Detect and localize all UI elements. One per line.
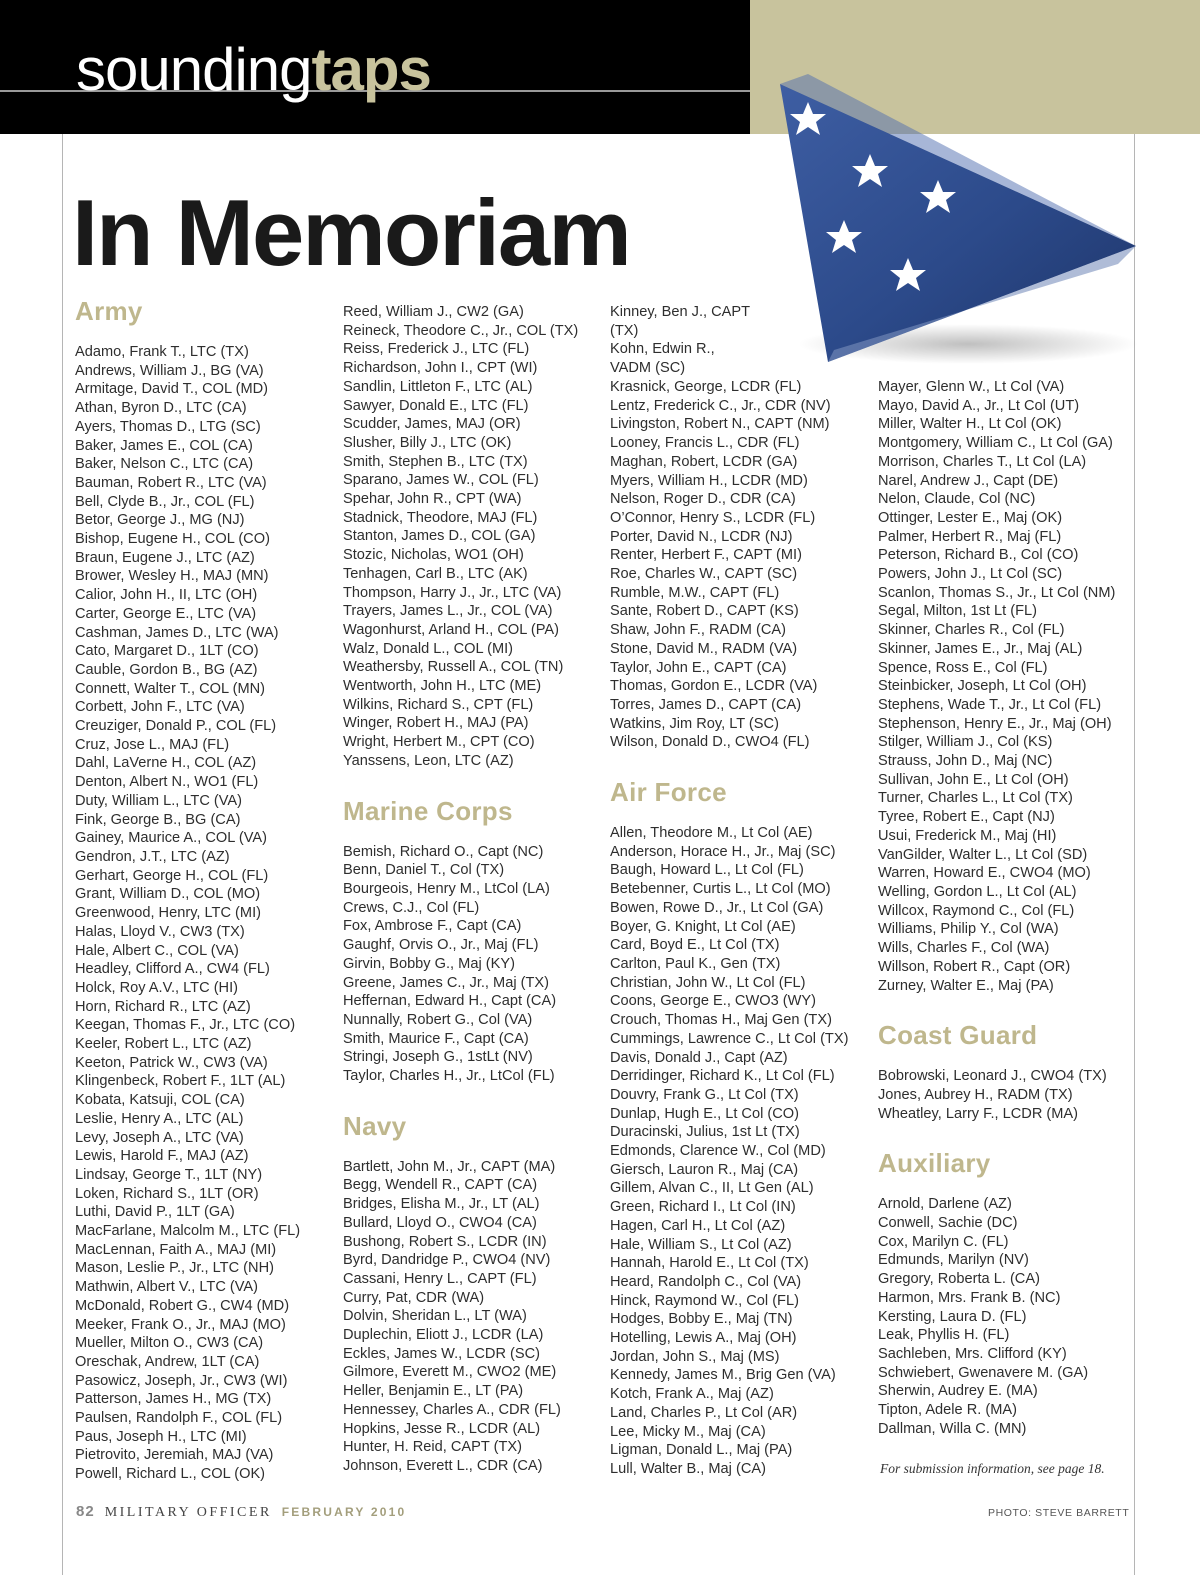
memorial-entry: Skinner, James E., Jr., Maj (AL) bbox=[878, 640, 1083, 657]
memorial-entry: VanGilder, Walter L., Lt Col (SD) bbox=[878, 846, 1088, 863]
memorial-entry: Connett, Walter T., COL (MN) bbox=[75, 680, 266, 697]
memorial-entry: O’Connor, Henry S., LCDR (FL) bbox=[610, 509, 816, 526]
memorial-entry: Coons, George E., CWO3 (WY) bbox=[610, 993, 816, 1010]
memorial-entry: Johnson, Everett L., CDR (CA) bbox=[343, 1457, 543, 1474]
memorial-entry: Denton, Albert N., WO1 (FL) bbox=[75, 774, 259, 791]
memorial-entry: Cato, Margaret D., 1LT (CO) bbox=[75, 643, 259, 660]
memorial-entry: Winger, Robert H., MAJ (PA) bbox=[343, 715, 529, 732]
memorial-entry: Davis, Donald J., Capt (AZ) bbox=[610, 1049, 788, 1066]
marine-corps-list bbox=[343, 843, 601, 1086]
memorial-entry: Edmonds, Clarence W., Col (MD) bbox=[610, 1143, 826, 1160]
memorial-entry: Stringi, Joseph G., 1stLt (NV) bbox=[343, 1049, 533, 1066]
memorial-entry: Gilmore, Everett M., CWO2 (ME) bbox=[343, 1364, 557, 1381]
memorial-entry: Wentworth, John H., LTC (ME) bbox=[343, 678, 542, 695]
memorial-entry: Bartlett, John M., Jr., CAPT (MA) bbox=[343, 1158, 556, 1175]
memorial-entry: Scudder, James, MAJ (OR) bbox=[343, 416, 521, 433]
memorial-entry: Allen, Theodore M., Lt Col (AE) bbox=[610, 825, 813, 842]
memorial-entry: Horn, Richard R., LTC (AZ) bbox=[75, 998, 251, 1015]
memorial-entry: Sherwin, Audrey E. (MA) bbox=[878, 1383, 1038, 1400]
memorial-entry: Baker, Nelson C., LTC (CA) bbox=[75, 456, 254, 473]
memorial-entry: Spence, Ross E., Col (FL) bbox=[878, 659, 1048, 676]
memorial-entry: Eckles, James W., LCDR (SC) bbox=[343, 1345, 541, 1362]
memorial-entry: Welling, Gordon L., Lt Col (AL) bbox=[878, 883, 1077, 900]
memorial-entry: Oreschak, Andrew, 1LT (CA) bbox=[75, 1353, 260, 1370]
page-border-left bbox=[62, 134, 63, 1575]
memorial-entry: Brower, Wesley H., MAJ (MN) bbox=[75, 568, 269, 585]
memorial-entry: Meeker, Frank O., Jr., MAJ (MO) bbox=[75, 1316, 286, 1333]
memorial-entry: Corbett, John F., LTC (VA) bbox=[75, 699, 245, 716]
memorial-entry: Gendron, J.T., LTC (AZ) bbox=[75, 848, 230, 865]
memorial-entry: Reineck, Theodore C., Jr., COL (TX) bbox=[343, 322, 579, 339]
memorial-entry: Tipton, Adele R. (MA) bbox=[878, 1402, 1017, 1419]
memorial-entry: Slusher, Billy J., LTC (OK) bbox=[343, 434, 512, 451]
memorial-entry: Nelson, Roger D., CDR (CA) bbox=[610, 491, 796, 508]
memorial-entry: Hale, Albert C., COL (VA) bbox=[75, 942, 239, 959]
memorial-entry: Wilson, Donald D., CWO4 (FL) bbox=[610, 734, 810, 751]
memorial-entry: Keeler, Robert L., LTC (AZ) bbox=[75, 1036, 252, 1053]
memorial-entry: Curry, Pat, CDR (WA) bbox=[343, 1289, 485, 1306]
memorial-entry: Willson, Robert R., Capt (OR) bbox=[878, 958, 1071, 975]
column-3-top bbox=[610, 303, 750, 378]
memorial-entry: Fink, George B., BG (CA) bbox=[75, 811, 241, 828]
memorial-entry: Rumble, M.W., CAPT (FL) bbox=[610, 584, 780, 601]
memorial-entry: Baugh, Howard L., Lt Col (FL) bbox=[610, 862, 804, 879]
memorial-entry: Headley, Clifford A., CW4 (FL) bbox=[75, 961, 270, 978]
memorial-entry: Richardson, John I., CPT (WI) bbox=[343, 360, 538, 377]
memorial-entry: Lentz, Frederick C., Jr., CDR (NV) bbox=[610, 397, 831, 414]
memorial-entry: Pasowicz, Joseph, Jr., CW3 (WI) bbox=[75, 1372, 288, 1389]
memorial-entry: Maghan, Robert, LCDR (GA) bbox=[610, 453, 798, 470]
memorial-entry: Kennedy, James M., Brig Gen (VA) bbox=[610, 1367, 836, 1384]
memorial-entry: Bowen, Rowe D., Jr., Lt Col (GA) bbox=[610, 899, 824, 916]
memorial-entry: Begg, Wendell R., CAPT (CA) bbox=[343, 1177, 538, 1194]
memorial-entry: Cruz, Jose L., MAJ (FL) bbox=[75, 736, 230, 753]
memorial-entry: Smith, Stephen B., LTC (TX) bbox=[343, 453, 528, 470]
memorial-entry: Girvin, Bobby G., Maj (KY) bbox=[343, 955, 515, 972]
memorial-entry: Christian, John W., Lt Col (FL) bbox=[610, 974, 806, 991]
memorial-entry: Gregory, Roberta L. (CA) bbox=[878, 1271, 1040, 1288]
memorial-entry: Keeton, Patrick W., CW3 (VA) bbox=[75, 1054, 268, 1071]
memorial-entry: Hannah, Harold E., Lt Col (TX) bbox=[610, 1255, 809, 1272]
memorial-entry: Bobrowski, Leonard J., CWO4 (TX) bbox=[878, 1068, 1107, 1085]
memorial-entry: Kotch, Frank A., Maj (AZ) bbox=[610, 1386, 774, 1403]
section-heading-air-force: Air Force bbox=[610, 777, 727, 808]
memorial-entry: Segal, Milton, 1st Lt (FL) bbox=[878, 603, 1037, 620]
memorial-entry: Gainey, Maurice A., COL (VA) bbox=[75, 830, 267, 847]
memorial-entry: Stadnick, Theodore, MAJ (FL) bbox=[343, 509, 538, 526]
memorial-entry: Byrd, Dandridge P., CWO4 (NV) bbox=[343, 1252, 551, 1269]
issue-date: FEBRUARY 2010 bbox=[281, 1505, 407, 1519]
memorial-entry: Powell, Richard L., COL (OK) bbox=[75, 1466, 266, 1483]
memorial-entry: Douvry, Frank G., Lt Col (TX) bbox=[610, 1086, 799, 1103]
memorial-entry: Smith, Maurice F., Capt (CA) bbox=[343, 1030, 529, 1047]
memorial-entry: Hagen, Carl H., Lt Col (AZ) bbox=[610, 1217, 786, 1234]
memorial-entry: Kohn, Edwin R., VADM (SC) bbox=[610, 341, 715, 377]
coast-guard-list bbox=[878, 1067, 1136, 1123]
memorial-entry: Grant, William D., COL (MO) bbox=[75, 886, 261, 903]
memorial-entry: Cox, Marilyn C. (FL) bbox=[878, 1233, 1009, 1250]
memorial-entry: Levy, Joseph A., LTC (VA) bbox=[75, 1129, 244, 1146]
memorial-entry: Cassani, Henry L., CAPT (FL) bbox=[343, 1270, 537, 1287]
memorial-entry: Tenhagen, Carl B., LTC (AK) bbox=[343, 565, 528, 582]
memorial-entry: Torres, James D., CAPT (CA) bbox=[610, 696, 802, 713]
page-number: 82 bbox=[76, 1503, 95, 1520]
memorial-entry: Jordan, John S., Maj (MS) bbox=[610, 1348, 780, 1365]
memorial-entry: Sante, Robert D., CAPT (KS) bbox=[610, 603, 799, 620]
memorial-entry: Hopkins, Jesse R., LCDR (AL) bbox=[343, 1420, 541, 1437]
memorial-entry: Montgomery, William C., Lt Col (GA) bbox=[878, 435, 1113, 452]
section-heading-marine-corps: Marine Corps bbox=[343, 795, 513, 826]
memorial-entry: Cauble, Gordon B., BG (AZ) bbox=[75, 661, 258, 678]
memorial-entry: Wheatley, Larry F., LCDR (MA) bbox=[878, 1105, 1079, 1122]
memorial-entry: Stozic, Nicholas, WO1 (OH) bbox=[343, 547, 524, 564]
photo-credit: PHOTO: STEVE BARRETT bbox=[988, 1507, 1130, 1519]
memorial-entry: Jones, Aubrey H., RADM (TX) bbox=[878, 1086, 1073, 1103]
memorial-entry: Adamo, Frank T., LTC (TX) bbox=[75, 344, 249, 360]
memorial-entry: Pietrovito, Jeremiah, MAJ (VA) bbox=[75, 1447, 274, 1464]
memorial-entry: MacLennan, Faith A., MAJ (MI) bbox=[75, 1241, 277, 1258]
memorial-entry: Stone, David M., RADM (VA) bbox=[610, 640, 798, 657]
air-force-list-2 bbox=[878, 378, 1136, 995]
memorial-entry: Hinck, Raymond W., Col (FL) bbox=[610, 1292, 799, 1309]
memorial-entry: Skinner, Charles R., Col (FL) bbox=[878, 622, 1065, 639]
memorial-entry: Trayers, James L., Jr., COL (VA) bbox=[343, 603, 553, 620]
memorial-entry: Roe, Charles W., CAPT (SC) bbox=[610, 566, 798, 583]
memorial-entry: Strauss, John D., Maj (NC) bbox=[878, 753, 1053, 770]
memorial-entry: Shaw, John F., RADM (CA) bbox=[610, 622, 786, 639]
memorial-entry: Wright, Herbert M., CPT (CO) bbox=[343, 734, 535, 751]
memorial-entry: Duplechin, Eliott J., LCDR (LA) bbox=[343, 1327, 544, 1344]
memorial-entry: Porter, David N., LCDR (NJ) bbox=[610, 528, 793, 545]
memorial-entry: Looney, Francis L., CDR (FL) bbox=[610, 435, 800, 452]
memorial-entry: Turner, Charles L., Lt Col (TX) bbox=[878, 790, 1073, 807]
magazine-name: MILITARY OFFICER bbox=[104, 1505, 272, 1520]
memorial-entry: Mayo, David A., Jr., Lt Col (UT) bbox=[878, 397, 1080, 414]
memorial-entry: Andrews, William J., BG (VA) bbox=[75, 362, 264, 379]
memorial-entry: Nelon, Claude, Col (NC) bbox=[878, 491, 1036, 508]
memorial-entry: Thompson, Harry J., Jr., LTC (VA) bbox=[343, 584, 562, 601]
memorial-entry: McDonald, Robert G., CW4 (MD) bbox=[75, 1297, 290, 1314]
memorial-entry: Loken, Richard S., 1LT (OR) bbox=[75, 1185, 259, 1202]
memorial-entry: Arnold, Darlene (AZ) bbox=[878, 1196, 1012, 1213]
memorial-entry: Derridinger, Richard K., Lt Col (FL) bbox=[610, 1068, 835, 1085]
memorial-entry: Edmunds, Marilyn (NV) bbox=[878, 1252, 1029, 1269]
memorial-entry: Lull, Walter B., Maj (CA) bbox=[610, 1460, 766, 1477]
memorial-entry: Benn, Daniel T., Col (TX) bbox=[343, 862, 505, 879]
memorial-entry: Dahl, LaVerne H., COL (AZ) bbox=[75, 755, 257, 772]
column-1 bbox=[75, 293, 333, 1484]
memorial-entry: Willcox, Raymond C., Col (FL) bbox=[878, 902, 1075, 919]
memorial-entry: Heffernan, Edward H., Capt (CA) bbox=[343, 993, 557, 1010]
memorial-entry: Carlton, Paul K., Gen (TX) bbox=[610, 955, 781, 972]
memorial-entry: Bell, Clyde B., Jr., COL (FL) bbox=[75, 493, 255, 510]
memorial-entry: Reiss, Frederick J., LTC (FL) bbox=[343, 341, 530, 358]
navy-list-2 bbox=[610, 378, 868, 752]
navy-list-2-top bbox=[610, 303, 750, 378]
memorial-entry: Hennessey, Charles A., CDR (FL) bbox=[343, 1401, 561, 1418]
memorial-entry: Ayers, Thomas D., LTG (SC) bbox=[75, 418, 261, 435]
memorial-entry: Calior, John H., II, LTC (OH) bbox=[75, 587, 258, 604]
memorial-entry: Steinbicker, Joseph, Lt Col (OH) bbox=[878, 678, 1087, 695]
memorial-entry: Crouch, Thomas H., Maj Gen (TX) bbox=[610, 1012, 832, 1029]
memorial-entry: Patterson, James H., MG (TX) bbox=[75, 1391, 272, 1408]
memorial-entry: Betebenner, Curtis L., Lt Col (MO) bbox=[610, 881, 831, 898]
footer-folio bbox=[76, 1503, 406, 1521]
memorial-entry: Powers, John J., Lt Col (SC) bbox=[878, 566, 1063, 583]
memorial-entry: Athan, Byron D., LTC (CA) bbox=[75, 400, 247, 417]
memorial-entry: Dunlap, Hugh E., Lt Col (CO) bbox=[610, 1105, 799, 1122]
memorial-entry: Kersting, Laura D. (FL) bbox=[878, 1308, 1027, 1325]
memorial-entry: Krasnick, George, LCDR (FL) bbox=[610, 379, 802, 395]
memorial-entry: Gaughf, Orvis O., Jr., Maj (FL) bbox=[343, 937, 539, 954]
section-heading-coast-guard: Coast Guard bbox=[878, 1020, 1038, 1051]
memorial-entry: Palmer, Herbert R., Maj (FL) bbox=[878, 528, 1062, 545]
memorial-entry: Ligman, Donald L., Maj (PA) bbox=[610, 1442, 793, 1459]
memorial-entry: Sandlin, Littleton F., LTC (AL) bbox=[343, 378, 533, 395]
memorial-entry: Bishop, Eugene H., COL (CO) bbox=[75, 531, 270, 548]
memorial-entry: Mueller, Milton O., CW3 (CA) bbox=[75, 1335, 264, 1352]
memorial-entry: Narel, Andrew J., Capt (DE) bbox=[878, 472, 1059, 489]
memorial-entry: Stanton, James D., COL (GA) bbox=[343, 528, 536, 545]
memorial-entry: Anderson, Horace H., Jr., Maj (SC) bbox=[610, 843, 836, 860]
memorial-entry: Crews, C.J., Col (FL) bbox=[343, 899, 480, 916]
memorial-entry: Klingenbeck, Robert F., 1LT (AL) bbox=[75, 1073, 286, 1090]
memorial-entry: Kinney, Ben J., CAPT (TX) bbox=[610, 304, 750, 339]
memorial-entry: Lee, Micky M., Maj (CA) bbox=[610, 1423, 766, 1440]
memorial-entry: Green, Richard I., Lt Col (IN) bbox=[610, 1199, 796, 1216]
memorial-entry: Sparano, James W., COL (FL) bbox=[343, 472, 539, 489]
memorial-entry: Stilger, William J., Col (KS) bbox=[878, 734, 1053, 751]
memorial-entry: Wagonhurst, Arland H., COL (PA) bbox=[343, 621, 560, 638]
memorial-entry: Cashman, James D., LTC (WA) bbox=[75, 624, 279, 641]
memorial-entry: Halas, Lloyd V., CW3 (TX) bbox=[75, 923, 245, 940]
memorial-entry: Baker, James E., COL (CA) bbox=[75, 437, 253, 454]
memorial-entry: Wills, Charles F., Col (WA) bbox=[878, 940, 1050, 957]
column-3 bbox=[610, 378, 868, 1479]
memorial-entry: Wilkins, Richard S., CPT (FL) bbox=[343, 696, 534, 713]
memorial-entry: Dallman, Willa C. (MN) bbox=[878, 1420, 1027, 1437]
memorial-entry: Armitage, David T., COL (MD) bbox=[75, 381, 269, 398]
memorial-entry: Bemish, Richard O., Capt (NC) bbox=[343, 843, 544, 860]
memorial-entry: Lindsay, George T., 1LT (NY) bbox=[75, 1166, 263, 1183]
memorial-entry: Renter, Herbert F., CAPT (MI) bbox=[610, 547, 802, 564]
memorial-entry: Myers, William H., LCDR (MD) bbox=[610, 472, 808, 489]
section-heading-auxiliary: Auxiliary bbox=[878, 1148, 991, 1179]
memorial-entry: Fox, Ambrose F., Capt (CA) bbox=[343, 918, 522, 935]
memorial-entry: Scanlon, Thomas S., Jr., Lt Col (NM) bbox=[878, 584, 1116, 601]
memorial-entry: Schwiebert, Gwenavere M. (GA) bbox=[878, 1364, 1089, 1381]
navy-list-1 bbox=[343, 1158, 601, 1476]
memorial-entry: Giersch, Lauron R., Maj (CA) bbox=[610, 1161, 799, 1178]
memorial-entry: Paulsen, Randolph F., COL (FL) bbox=[75, 1410, 283, 1427]
memorial-entry: Boyer, G. Knight, Lt Col (AE) bbox=[610, 918, 796, 935]
section-heading-army: Army bbox=[75, 296, 143, 326]
memorial-entry: Hale, William S., Lt Col (AZ) bbox=[610, 1236, 792, 1253]
memorial-entry: Zurney, Walter E., Maj (PA) bbox=[878, 977, 1054, 994]
memorial-entry: Nunnally, Robert G., Col (VA) bbox=[343, 1011, 533, 1028]
masthead-light: sounding bbox=[76, 36, 312, 103]
memorial-entry: Land, Charles P., Lt Col (AR) bbox=[610, 1404, 798, 1421]
memorial-entry: Taylor, John E., CAPT (CA) bbox=[610, 659, 787, 676]
memorial-entry: Greenwood, Henry, LTC (MI) bbox=[75, 905, 261, 922]
memorial-entry: Spehar, John R., CPT (WA) bbox=[343, 491, 522, 508]
page-title: In Memoriam bbox=[72, 180, 630, 285]
column-4 bbox=[878, 378, 1136, 1438]
memorial-entry: Leslie, Henry A., LTC (AL) bbox=[75, 1110, 244, 1127]
memorial-entry: Keegan, Thomas F., Jr., LTC (CO) bbox=[75, 1017, 296, 1034]
memorial-entry: Creuziger, Donald P., COL (FL) bbox=[75, 718, 277, 735]
memorial-entry: Stephenson, Henry E., Jr., Maj (OH) bbox=[878, 715, 1112, 732]
memorial-entry: Lewis, Harold F., MAJ (AZ) bbox=[75, 1148, 249, 1165]
memorial-entry: Tyree, Robert E., Capt (NJ) bbox=[878, 809, 1055, 826]
memorial-entry: Hotelling, Lewis A., Maj (OH) bbox=[610, 1330, 797, 1347]
memorial-entry: Usui, Frederick M., Maj (HI) bbox=[878, 827, 1057, 844]
memorial-entry: Mathwin, Albert V., LTC (VA) bbox=[75, 1279, 259, 1296]
memorial-entry: Yanssens, Leon, LTC (AZ) bbox=[343, 752, 514, 769]
memorial-entry: Duracinski, Julius, 1st Lt (TX) bbox=[610, 1124, 800, 1141]
memorial-entry: Heller, Benjamin E., LT (PA) bbox=[343, 1383, 524, 1400]
memorial-entry: Braun, Eugene J., LTC (AZ) bbox=[75, 549, 255, 566]
memorial-entry: Reed, William J., CW2 (GA) bbox=[343, 304, 524, 320]
memorial-entry: Peterson, Richard B., Col (CO) bbox=[878, 547, 1079, 564]
memorial-entry: Weathersby, Russell A., COL (TN) bbox=[343, 659, 564, 676]
memorial-entry: Taylor, Charles H., Jr., LtCol (FL) bbox=[343, 1068, 555, 1085]
memorial-entry: Dolvin, Sheridan L., LT (WA) bbox=[343, 1308, 527, 1325]
memorial-entry: Mayer, Glenn W., Lt Col (VA) bbox=[878, 379, 1065, 395]
memorial-entry: Hodges, Bobby E., Maj (TN) bbox=[610, 1311, 793, 1328]
column-2 bbox=[343, 303, 601, 1476]
memorial-entry: Watkins, Jim Roy, LT (SC) bbox=[610, 715, 779, 732]
memorial-entry: Walz, Donald L., COL (MI) bbox=[343, 640, 514, 657]
memorial-entry: Sullivan, John E., Lt Col (OH) bbox=[878, 771, 1069, 788]
memorial-entry: Ottinger, Lester E., Maj (OK) bbox=[878, 509, 1063, 526]
memorial-entry: Stephens, Wade T., Jr., Lt Col (FL) bbox=[878, 696, 1102, 713]
memorial-entry: Cummings, Lawrence C., Lt Col (TX) bbox=[610, 1030, 849, 1047]
memorial-entry: Bridges, Elisha M., Jr., LT (AL) bbox=[343, 1196, 540, 1213]
memorial-entry: Thomas, Gordon E., LCDR (VA) bbox=[610, 678, 818, 695]
memorial-entry: Bourgeois, Henry M., LtCol (LA) bbox=[343, 880, 550, 897]
memorial-entry: Morrison, Charles T., Lt Col (LA) bbox=[878, 453, 1087, 470]
army-list-1 bbox=[75, 343, 333, 1484]
memorial-entry: Leak, Phyllis H. (FL) bbox=[878, 1327, 1010, 1344]
army-list-2 bbox=[343, 303, 601, 771]
memorial-entry: Sawyer, Donald E., LTC (FL) bbox=[343, 397, 529, 414]
memorial-entry: Duty, William L., LTC (VA) bbox=[75, 792, 243, 809]
memorial-entry: Gerhart, George H., COL (FL) bbox=[75, 867, 269, 884]
memorial-entry: Paus, Joseph H., LTC (MI) bbox=[75, 1428, 247, 1445]
memorial-entry: Heard, Randolph C., Col (VA) bbox=[610, 1273, 802, 1290]
memorial-entry: Card, Boyd E., Lt Col (TX) bbox=[610, 937, 780, 954]
memorial-entry: Carter, George E., LTC (VA) bbox=[75, 605, 257, 622]
memorial-entry: Betor, George J., MG (NJ) bbox=[75, 512, 245, 529]
memorial-entry: Conwell, Sachie (DC) bbox=[878, 1215, 1018, 1232]
memorial-entry: Luthi, David P., 1LT (GA) bbox=[75, 1204, 235, 1221]
memorial-entry: Sachleben, Mrs. Clifford (KY) bbox=[878, 1345, 1067, 1362]
memorial-entry: Hunter, H. Reid, CAPT (TX) bbox=[343, 1439, 522, 1456]
memorial-entry: MacFarlane, Malcolm M., LTC (FL) bbox=[75, 1223, 301, 1240]
memorial-entry: Holck, Roy A.V., LTC (HI) bbox=[75, 979, 239, 996]
memorial-entry: Kobata, Katsuji, COL (CA) bbox=[75, 1092, 245, 1109]
memorial-entry: Harmon, Mrs. Frank B. (NC) bbox=[878, 1289, 1061, 1306]
memorial-entry: Bushong, Robert S., LCDR (IN) bbox=[343, 1233, 547, 1250]
memorial-entry: Warren, Howard E., CWO4 (MO) bbox=[878, 865, 1091, 882]
auxiliary-list bbox=[878, 1195, 1136, 1438]
memorial-entry: Greene, James C., Jr., Maj (TX) bbox=[343, 974, 549, 991]
masthead bbox=[76, 34, 431, 106]
section-heading-navy: Navy bbox=[343, 1110, 407, 1141]
memorial-entry: Bauman, Robert R., LTC (VA) bbox=[75, 474, 267, 491]
memorial-entry: Williams, Philip Y., Col (WA) bbox=[878, 921, 1059, 938]
memorial-entry: Miller, Walter H., Lt Col (OK) bbox=[878, 416, 1062, 433]
memorial-entry: Livingston, Robert N., CAPT (NM) bbox=[610, 416, 830, 433]
submission-note: For submission information, see page 18. bbox=[880, 1461, 1105, 1476]
memorial-entry: Gillem, Alvan C., II, Lt Gen (AL) bbox=[610, 1180, 814, 1197]
air-force-list-1 bbox=[610, 824, 868, 1479]
memorial-entry: Mason, Leslie P., Jr., LTC (NH) bbox=[75, 1260, 274, 1277]
masthead-bold: taps bbox=[311, 36, 431, 103]
memorial-entry: Bullard, Lloyd O., CWO4 (CA) bbox=[343, 1214, 537, 1231]
folded-flag-image bbox=[768, 14, 1168, 374]
